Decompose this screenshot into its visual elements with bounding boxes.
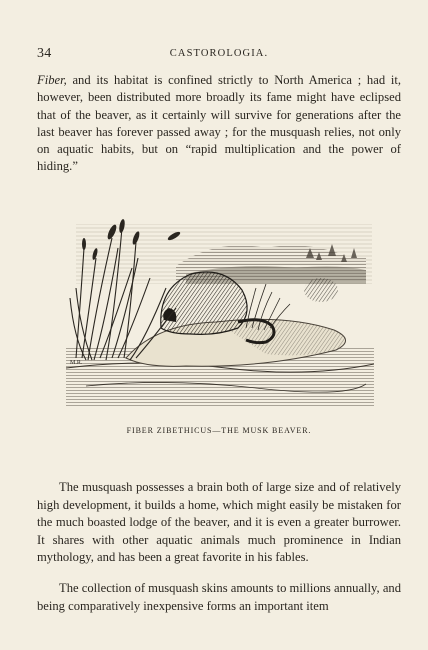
paragraph-1-body: and its habitat is confined strictly to North America ; had it, however, been distributed more broadly its fame might have eclipsed that of the beaver, as it certainly will survive for generations after the last beaver has forever passed away ; for the musquash relies, not only on aquatic habits, but on “rapid multiplication and the power of hiding.”: [37, 73, 401, 174]
paragraph-2: The musquash possesses a brain both of large size and of relatively high development, it builds a home, which might easily be mistaken for the much boasted lodge of the beaver, and it is even a greater burrower. It shares with other aquatic animals much prominence in Indian mythology, and has been a great favorite in his fables.: [37, 480, 401, 565]
page-header: [37, 46, 401, 64]
paragraph-1: [37, 72, 401, 176]
figure-caption: FIBER ZIBETHICUS—THE MUSK BEAVER.: [126, 426, 312, 435]
engraver-signature: M.R.: [70, 360, 83, 366]
running-head: CASTOROLOGIA.: [169, 48, 269, 59]
paragraph-1-lead: Fiber,: [37, 73, 67, 87]
page-number: 34: [37, 46, 52, 61]
paragraph-3: The collection of musquash skins amounts to millions annually, and being comparatively inexpensive forms an important item: [37, 581, 401, 613]
muskrat-engraving: [66, 218, 374, 410]
